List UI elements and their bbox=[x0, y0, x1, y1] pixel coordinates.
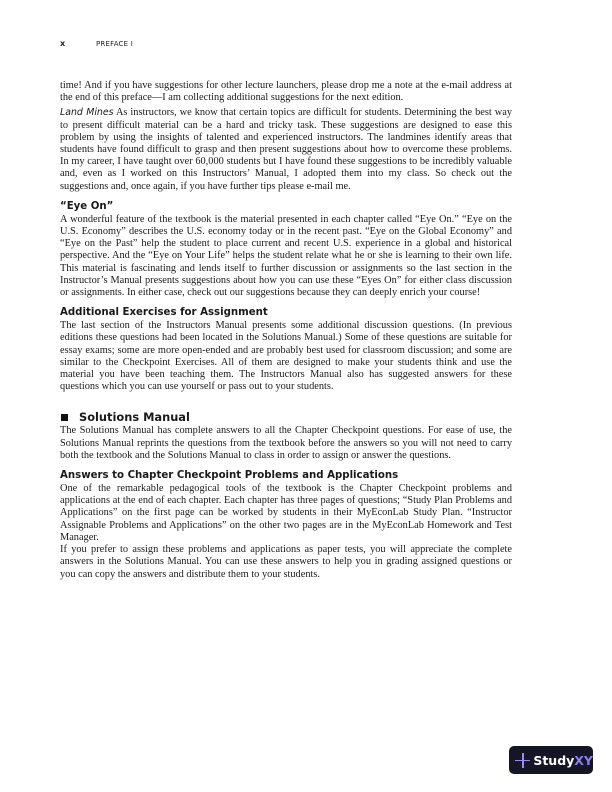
page-number: x bbox=[60, 39, 66, 48]
brand-name-accent: XY bbox=[574, 752, 593, 768]
running-head-title: PREFACE I bbox=[96, 40, 133, 48]
solutions-manual-paragraph: The Solutions Manual has complete answers to all the Chapter Checkpoint questions. For ease of use, the Solutions Manual reprints the questions from the textbook before the answers so you will not need to carry both the textbook and the Solutions Manual to class in order to assign or answer the questions. bbox=[60, 425, 512, 461]
eye-on-heading: “Eye On” bbox=[60, 200, 114, 212]
answers-checkpoint-heading: Answers to Chapter Checkpoint Problems and Applications bbox=[60, 470, 399, 482]
solutions-manual-heading bbox=[60, 411, 512, 424]
intro-continued-paragraph: time! And if you have suggestions for other lecture launchers, please drop me a note at the e-mail address at the end of this preface—I am collecting additional suggestions for the next edition. bbox=[60, 80, 512, 104]
additional-exercises-paragraph: The last section of the Instructors Manual presents some additional discussion questions. (In previous editions these questions had been located in the Solutions Manual.) Some of these questions are suitable for essay exams; some are more open-ended and are probably best used for classroom discussion; and some are similar to the Checkpoint Exercises. All of them are designed to make your students think and use the material you have been teaching them. The Instructors Manual also has suggested answers for these questions which you can use yourself or pass out to your students. bbox=[60, 320, 512, 393]
eye-on-paragraph: A wonderful feature of the textbook is the material presented in each chapter called “Eye On.” “Eye on the U.S. Economy” describes the U.S. economy today or in the recent past. “Eye on the Global Economy” and “Eye on the Past” help the student to place current and recent U.S. experience in a global and historical perspective. And the “Eye on Your Life” helps the student relate what he or she is learning to their own life. This material is fascinating and lends itself to further discussion or assignments so the last section in the Instructor’s Manual presents suggestions about how you can use these “Eyes On” for either class discussion or assignments. In either case, check out our suggestions because they can deeply enrich your course! bbox=[60, 213, 512, 299]
running-header bbox=[60, 39, 133, 48]
land-mines-text: As instructors, we know that certain topics are difficult for students. Determining the best way to present difficult material can be a hard and tricky task. These suggestions are designed to ease this problem by using the insights of talented and experienced instructors. The landmines identify areas that students have found difficult to grasp and then present suggestions about how to overcome these problems. In my career, I have taught over 60,000 students but I have found these suggestions to be incredibly valuable and, even as I worked on this Instructors’ Manual, I adopted them into my class. So check out the suggestions and, once again, if you have further tips please e-mail me. bbox=[60, 107, 512, 192]
studyxy-watermark[interactable] bbox=[509, 746, 593, 774]
answers-checkpoint-paragraph-1: One of the remarkable pedagogical tools of the textbook is the Chapter Checkpoint problems and applications at the end of each chapter. Each chapter has three pages of questions; “Study Plan Problems and Applications” on the first page can be worked by students in their MyEconLab Study Plan. “Instructor Assignable Problems and Applications” on the other two pages are in the MyEconLab Homework and Test Manager. bbox=[60, 483, 512, 543]
additional-exercises-heading: Additional Exercises for Assignment bbox=[60, 307, 268, 319]
square-bullet-icon bbox=[61, 414, 68, 421]
plus-icon bbox=[515, 753, 528, 768]
answers-checkpoint-paragraph-2: If you prefer to assign these problems and applications as paper tests, you will appreciate the complete answers in the Solutions Manual. You can use these answers to help you in grading assigned questions or you can copy the answers and distribute them to your students. bbox=[60, 544, 512, 580]
solutions-manual-heading-text: Solutions Manual bbox=[79, 410, 190, 425]
brand-name-main: Study bbox=[533, 752, 575, 768]
land-mines-paragraph bbox=[60, 107, 512, 192]
page-body bbox=[60, 80, 512, 581]
land-mines-label: Land Mines bbox=[60, 107, 114, 119]
